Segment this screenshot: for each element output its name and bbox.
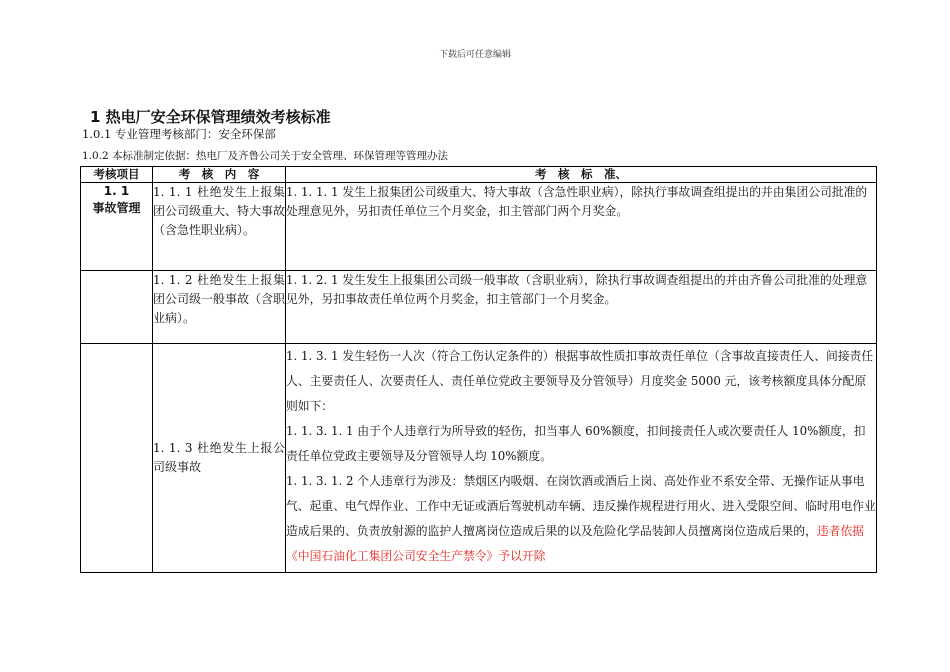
standard-cell: 1. 1. 2. 1 发生发生上报集团公司级一般事故（含职业病），除执行事故调查组提出的并由齐鲁公司批准的处理意见外，另扣事故责任单位两个月奖金，扣主管部门一个月奖金。 (286, 271, 877, 344)
content-cell: 1. 1. 2 杜绝发生上报集团公司级一般事故（含职业病）。 (153, 271, 286, 344)
standard-paragraph-3 (286, 469, 876, 569)
assessment-table (80, 166, 877, 573)
standard-paragraph-2: 1. 1. 3. 1. 1 由于个人违章行为所导致的轻伤，扣当事人 60%额度，扣间接责任人或次要责任人 10%额度，扣责任单位党政主要领导及分管领导人均 10%额度。 (286, 424, 866, 463)
category-number: 1. 1 (103, 184, 130, 198)
standard-cell (286, 344, 877, 573)
assessment-department-line: 1.0.1 专业管理考核部门：安全环保部 (82, 127, 276, 141)
table-row (81, 183, 877, 271)
content-cell: 1. 1. 3 杜绝发生上报公司级事故 (153, 344, 286, 573)
standard-basis-line: 1.0.2 本标准制定依据：热电厂及齐鲁公司关于安全管理、环保管理等管理办法 (82, 150, 449, 162)
header-assessment-content: 考 核 内 容 (153, 167, 286, 183)
document-title: 1 热电厂安全环保管理绩效考核标准 (90, 108, 331, 126)
standard-cell: 1. 1. 1. 1 发生上报集团公司级重大、特大事故（含急性职业病），除执行事故调查组提出的并由集团公司批准的处理意见外，另扣责任单位三个月奖金，扣主管部门两个月奖金。 (286, 183, 877, 271)
category-name: 事故管理 (92, 201, 141, 215)
standard-paragraph-1: 1. 1. 3. 1 发生轻伤一人次（符合工伤认定条件的）根据事故性质扣事故责任单位（含事故直接责任人、间接责任人、主要责任人、次要责任人、责任单位党政主要领导及分管领导）月度奖金 5000 元，该考核额度具体分配原则如下： (286, 349, 874, 413)
header-assessment-item: 考核项目 (81, 167, 153, 183)
content-cell: 1. 1. 1 杜绝发生上报集团公司级重大、特大事故（含急性职业病）。 (153, 183, 286, 271)
page-header-note: 下载后可任意编辑 (438, 50, 511, 60)
prohibition-reference-red: 违者依据《中国石油化工集团公司安全生产禁令》予以开除 (286, 524, 865, 563)
table-header-row (81, 167, 877, 183)
category-cell-empty (81, 271, 153, 344)
standard-paragraph-3-text: 1. 1. 3. 1. 2 个人违章行为涉及：禁烟区内吸烟、在岗饮酒或酒后上岗、高处作业不系安全带、无操作证从事电气、起重、电气焊作业、工作中无证或酒后驾驶机动车辆、违反操作规程进行用火、进入受限空间、临时用电作业造成后果的、负责放射源的监护人擅离岗位造成后果的以及危险化学品装卸人员擅离岗位造成后果的， (286, 474, 876, 538)
table-row (81, 271, 877, 344)
category-cell-empty (81, 344, 153, 573)
header-assessment-standard: 考 核 标 准、 (286, 167, 877, 183)
category-cell (81, 183, 153, 271)
table-row (81, 344, 877, 573)
